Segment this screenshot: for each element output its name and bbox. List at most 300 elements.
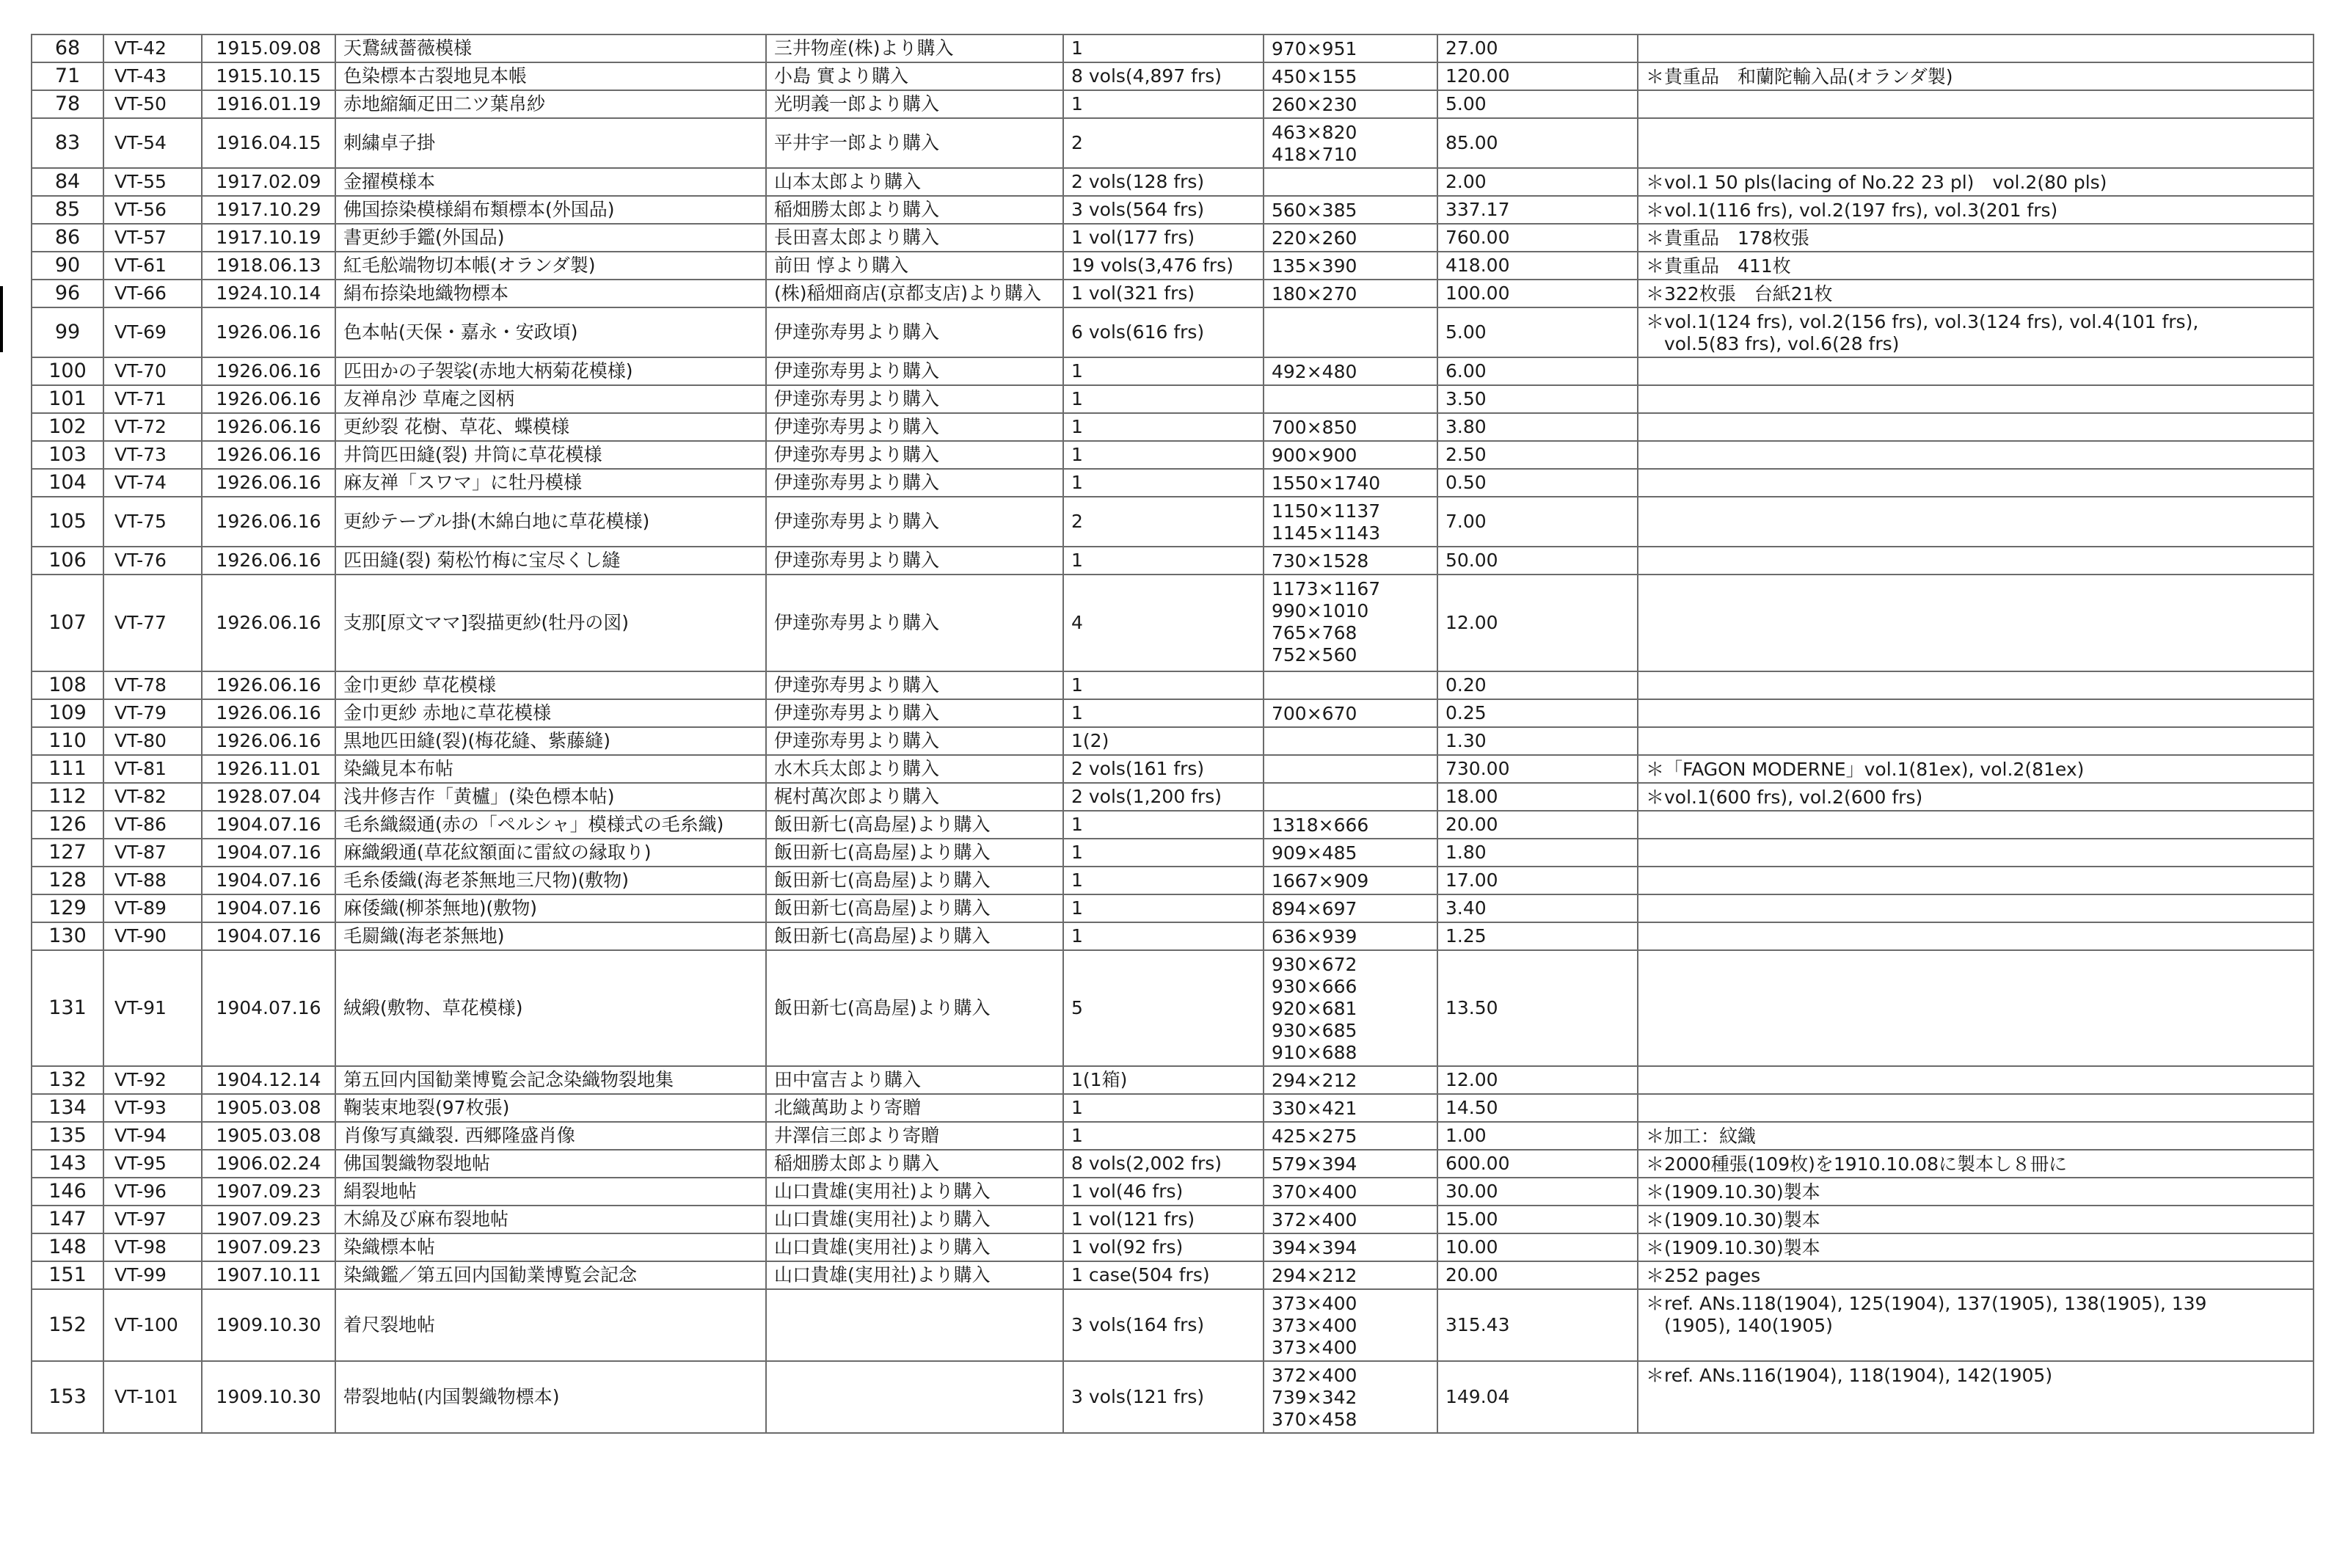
cell-id: VT-43 (103, 62, 202, 90)
cell-number: 112 (32, 783, 103, 811)
cell-source: 山口貴雄(実用社)より購入 (766, 1178, 1063, 1206)
cell-title: 金擢模様本 (335, 168, 766, 196)
cell-note (1638, 950, 2314, 1066)
cell-volumes: 1 case(504 frs) (1063, 1261, 1264, 1289)
cell-source: 水木兵太郎より購入 (766, 755, 1063, 783)
cell-number: 148 (32, 1233, 103, 1261)
cell-volumes: 8 vols(2,002 frs) (1063, 1150, 1264, 1178)
cell-id: VT-61 (103, 252, 202, 280)
cell-id: VT-73 (103, 441, 202, 469)
cell-note (1638, 867, 2314, 894)
cell-title: 赤地縮緬疋田二ツ葉帛紗 (335, 90, 766, 118)
cell-id: VT-96 (103, 1178, 202, 1206)
cell-number: 151 (32, 1261, 103, 1289)
cell-title: 木綿及び麻布裂地帖 (335, 1206, 766, 1233)
cell-source (766, 1361, 1063, 1433)
size-line: 730×1528 (1272, 550, 1369, 572)
cell-number: 83 (32, 118, 103, 168)
cell-volumes: 1 vol(321 frs) (1063, 280, 1264, 307)
cell-note: ＊vol.1(124 frs), vol.2(156 frs), vol.3(124 frs), vol.4(101 frs), vol.5(83 frs), vol.6(28 frs) (1638, 307, 2314, 357)
cell-id: VT-80 (103, 727, 202, 755)
cell-size (1264, 168, 1437, 196)
cell-number: 109 (32, 699, 103, 727)
size-line: 373×400 (1272, 1293, 1357, 1314)
cell-size (1264, 1178, 1437, 1206)
table-row (32, 894, 2314, 922)
size-line: 990×1010 (1272, 600, 1369, 621)
cell-number: 68 (32, 34, 103, 62)
cell-date: 1917.02.09 (202, 168, 335, 196)
cell-title: 帯裂地帖(内国製織物標本) (335, 1361, 766, 1433)
size-line: 930×672 (1272, 954, 1357, 975)
size-line: 752×560 (1272, 644, 1357, 666)
cell-id: VT-75 (103, 497, 202, 547)
size-line: 394×394 (1272, 1237, 1357, 1258)
cell-title: 絹布捺染地織物標本 (335, 280, 766, 307)
cell-number: 143 (32, 1150, 103, 1178)
table-row (32, 168, 2314, 196)
cell-price: 14.50 (1437, 1094, 1638, 1122)
cell-volumes: 1 (1063, 839, 1264, 867)
size-line: 1667×909 (1272, 870, 1369, 891)
cell-price: 1.00 (1437, 1122, 1638, 1150)
table-row (32, 699, 2314, 727)
cell-price: 5.00 (1437, 90, 1638, 118)
cell-note (1638, 497, 2314, 547)
table-row (32, 811, 2314, 839)
size-line: 930×685 (1272, 1020, 1357, 1041)
cell-title: 井筒匹田縫(裂) 井筒に草花模様 (335, 441, 766, 469)
cell-source: 山口貴雄(実用社)より購入 (766, 1206, 1063, 1233)
cell-price: 7.00 (1437, 497, 1638, 547)
cell-date: 1904.07.16 (202, 950, 335, 1066)
cell-size (1264, 252, 1437, 280)
cell-title: 染織見本布帖 (335, 755, 766, 783)
cell-title: 麻織緞通(草花紋額面に雷紋の縁取り) (335, 839, 766, 867)
cell-number: 78 (32, 90, 103, 118)
cell-number: 126 (32, 811, 103, 839)
table-row (32, 783, 2314, 811)
size-line: 370×400 (1272, 1181, 1357, 1203)
table-row (32, 307, 2314, 357)
cell-source: 光明義一郎より購入 (766, 90, 1063, 118)
cell-source: 伊達弥寿男より購入 (766, 469, 1063, 497)
cell-id: VT-88 (103, 867, 202, 894)
cell-note (1638, 90, 2314, 118)
cell-size (1264, 441, 1437, 469)
cell-volumes: 1 (1063, 867, 1264, 894)
cell-note (1638, 385, 2314, 413)
size-line: 700×670 (1272, 703, 1357, 724)
cell-volumes: 1 (1063, 385, 1264, 413)
cell-volumes: 4 (1063, 575, 1264, 671)
size-line: 894×697 (1272, 898, 1357, 919)
size-line: 330×421 (1272, 1098, 1357, 1119)
cell-source: 長田喜太郎より購入 (766, 224, 1063, 252)
cell-volumes: 8 vols(4,897 frs) (1063, 62, 1264, 90)
size-line: 463×820 (1272, 122, 1357, 143)
cell-date: 1907.10.11 (202, 1261, 335, 1289)
cell-price: 85.00 (1437, 118, 1638, 168)
cell-size (1264, 727, 1437, 755)
size-line: 765×768 (1272, 622, 1357, 643)
cell-volumes: 1 (1063, 1122, 1264, 1150)
table-row (32, 755, 2314, 783)
cell-id: VT-92 (103, 1066, 202, 1094)
cell-date: 1904.07.16 (202, 839, 335, 867)
cell-volumes: 3 vols(564 frs) (1063, 196, 1264, 224)
cell-date: 1917.10.19 (202, 224, 335, 252)
cell-id: VT-91 (103, 950, 202, 1066)
cell-title: 支那[原文ママ]裂描更紗(牡丹の図) (335, 575, 766, 671)
cell-title: 着尺裂地帖 (335, 1289, 766, 1361)
cell-number: 106 (32, 547, 103, 575)
cell-date: 1915.10.15 (202, 62, 335, 90)
catalog-table (31, 34, 2314, 1434)
cell-title: 毛糸織綴通(赤の「ペルシャ」模様式の毛糸織) (335, 811, 766, 839)
cell-source: 前田 惇より購入 (766, 252, 1063, 280)
table-row (32, 413, 2314, 441)
table-row (32, 575, 2314, 671)
cell-size (1264, 894, 1437, 922)
cell-price: 315.43 (1437, 1289, 1638, 1361)
size-line: 900×900 (1272, 445, 1357, 466)
table-row (32, 224, 2314, 252)
size-line: 372×400 (1272, 1365, 1357, 1386)
cell-price: 1.30 (1437, 727, 1638, 755)
cell-size (1264, 1361, 1437, 1433)
cell-source: 伊達弥寿男より購入 (766, 575, 1063, 671)
cell-price: 18.00 (1437, 783, 1638, 811)
cell-price: 0.20 (1437, 671, 1638, 699)
cell-price: 0.50 (1437, 469, 1638, 497)
cell-price: 2.50 (1437, 441, 1638, 469)
cell-id: VT-89 (103, 894, 202, 922)
table-row (32, 280, 2314, 307)
cell-volumes: 1 (1063, 34, 1264, 62)
cell-price: 730.00 (1437, 755, 1638, 783)
cell-price: 760.00 (1437, 224, 1638, 252)
cell-date: 1926.06.16 (202, 385, 335, 413)
cell-note (1638, 575, 2314, 671)
cell-volumes: 1(1箱) (1063, 1066, 1264, 1094)
cell-size (1264, 118, 1437, 168)
size-line: 560×385 (1272, 200, 1357, 221)
cell-size (1264, 280, 1437, 307)
cell-price: 17.00 (1437, 867, 1638, 894)
cell-source (766, 1289, 1063, 1361)
cell-id: VT-50 (103, 90, 202, 118)
cell-id: VT-86 (103, 811, 202, 839)
cell-date: 1904.12.14 (202, 1066, 335, 1094)
size-line: 1150×1137 (1272, 500, 1381, 522)
cell-number: 127 (32, 839, 103, 867)
table-row (32, 950, 2314, 1066)
size-line: 1173×1167 (1272, 578, 1381, 599)
cell-title: 麻友禅「スワマ」に牡丹模様 (335, 469, 766, 497)
cell-note (1638, 699, 2314, 727)
table-row (32, 1122, 2314, 1150)
cell-size (1264, 839, 1437, 867)
cell-source: 伊達弥寿男より購入 (766, 671, 1063, 699)
cell-number: 96 (32, 280, 103, 307)
cell-price: 120.00 (1437, 62, 1638, 90)
cell-size (1264, 1206, 1437, 1233)
cell-id: VT-82 (103, 783, 202, 811)
cell-price: 3.80 (1437, 413, 1638, 441)
cell-title: 紅毛舩端物切本帳(オランダ製) (335, 252, 766, 280)
table-row (32, 1178, 2314, 1206)
cell-size (1264, 469, 1437, 497)
cell-note (1638, 727, 2314, 755)
cell-number: 86 (32, 224, 103, 252)
cell-title: 第五回内国勧業博覧会記念染織物裂地集 (335, 1066, 766, 1094)
cell-title: 鞠装束地裂(97枚張) (335, 1094, 766, 1122)
cell-date: 1904.07.16 (202, 922, 335, 950)
cell-size (1264, 950, 1437, 1066)
cell-note: ＊ref. ANs.116(1904), 118(1904), 142(1905) (1638, 1361, 2314, 1433)
cell-note: ＊(1909.10.30)製本 (1638, 1178, 2314, 1206)
cell-number: 84 (32, 168, 103, 196)
table-row (32, 867, 2314, 894)
size-line: 700×850 (1272, 417, 1357, 438)
cell-title: 浅井修吉作「黄櫨」(染色標本帖) (335, 783, 766, 811)
cell-date: 1909.10.30 (202, 1289, 335, 1361)
size-line: 294×212 (1272, 1070, 1357, 1091)
cell-volumes: 1(2) (1063, 727, 1264, 755)
cell-note: ＊貴重品 和蘭陀輸入品(オランダ製) (1638, 62, 2314, 90)
cell-volumes: 1 vol(177 frs) (1063, 224, 1264, 252)
cell-id: VT-42 (103, 34, 202, 62)
cell-source: 山本太郎より購入 (766, 168, 1063, 196)
cell-number: 102 (32, 413, 103, 441)
table-row (32, 90, 2314, 118)
cell-price: 1.80 (1437, 839, 1638, 867)
cell-number: 103 (32, 441, 103, 469)
cell-date: 1926.06.16 (202, 357, 335, 385)
cell-date: 1926.06.16 (202, 727, 335, 755)
table-row (32, 671, 2314, 699)
cell-size (1264, 1122, 1437, 1150)
cell-source: 稲畑勝太郎より購入 (766, 1150, 1063, 1178)
cell-volumes: 1 (1063, 547, 1264, 575)
cell-number: 129 (32, 894, 103, 922)
size-line: 450×155 (1272, 66, 1357, 87)
cell-volumes: 1 (1063, 90, 1264, 118)
cell-size (1264, 497, 1437, 547)
cell-date: 1917.10.29 (202, 196, 335, 224)
cell-volumes: 1 (1063, 1094, 1264, 1122)
cell-note (1638, 469, 2314, 497)
table-row (32, 1233, 2314, 1261)
cell-id: VT-78 (103, 671, 202, 699)
cell-title: 佛国捺染模様絹布類標本(外国品) (335, 196, 766, 224)
size-line: 294×212 (1272, 1265, 1357, 1286)
cell-source: 飯田新七(高島屋)より購入 (766, 894, 1063, 922)
cell-source: 伊達弥寿男より購入 (766, 547, 1063, 575)
cell-id: VT-74 (103, 469, 202, 497)
table-row (32, 196, 2314, 224)
cell-date: 1916.01.19 (202, 90, 335, 118)
cell-note: ＊vol.1 50 pls(lacing of No.22 23 pl) vol.2(80 pls) (1638, 168, 2314, 196)
cell-price: 20.00 (1437, 811, 1638, 839)
table-row (32, 727, 2314, 755)
cell-source: 飯田新七(高島屋)より購入 (766, 867, 1063, 894)
cell-date: 1906.02.24 (202, 1150, 335, 1178)
cell-size (1264, 1150, 1437, 1178)
cell-price: 6.00 (1437, 357, 1638, 385)
table-row (32, 62, 2314, 90)
cell-price: 15.00 (1437, 1206, 1638, 1233)
cell-title: 色染標本古裂地見本帳 (335, 62, 766, 90)
cell-id: VT-55 (103, 168, 202, 196)
cell-title: 匹田縫(裂) 菊松竹梅に宝尽くし縫 (335, 547, 766, 575)
cell-number: 108 (32, 671, 103, 699)
cell-date: 1926.06.16 (202, 413, 335, 441)
cell-volumes: 1 vol(121 frs) (1063, 1206, 1264, 1233)
cell-title: 金巾更紗 草花模様 (335, 671, 766, 699)
cell-size (1264, 196, 1437, 224)
cell-id: VT-76 (103, 547, 202, 575)
cell-price: 2.00 (1437, 168, 1638, 196)
cell-number: 85 (32, 196, 103, 224)
cell-source: 飯田新七(高島屋)より購入 (766, 811, 1063, 839)
cell-title: 書更紗手鑑(外国品) (335, 224, 766, 252)
cell-size (1264, 699, 1437, 727)
cell-source: 北織萬助より寄贈 (766, 1094, 1063, 1122)
cell-date: 1918.06.13 (202, 252, 335, 280)
cell-size (1264, 783, 1437, 811)
cell-volumes: 3 vols(164 frs) (1063, 1289, 1264, 1361)
cell-note: ＊252 pages (1638, 1261, 2314, 1289)
cell-price: 10.00 (1437, 1233, 1638, 1261)
cell-note: ＊322枚張 台紙21枚 (1638, 280, 2314, 307)
size-line: 373×400 (1272, 1337, 1357, 1358)
cell-price: 100.00 (1437, 280, 1638, 307)
cell-note: ＊2000種張(109枚)を1910.10.08に製本し８冊に (1638, 1150, 2314, 1178)
cell-size (1264, 922, 1437, 950)
cell-note: ＊vol.1(116 frs), vol.2(197 frs), vol.3(201 frs) (1638, 196, 2314, 224)
cell-size (1264, 224, 1437, 252)
cell-volumes: 1 vol(46 frs) (1063, 1178, 1264, 1206)
cell-id: VT-99 (103, 1261, 202, 1289)
margin-mark (0, 286, 3, 352)
cell-number: 134 (32, 1094, 103, 1122)
cell-id: VT-57 (103, 224, 202, 252)
cell-volumes: 1 (1063, 922, 1264, 950)
size-line: 425×275 (1272, 1126, 1357, 1147)
table-row (32, 497, 2314, 547)
cell-number: 131 (32, 950, 103, 1066)
cell-date: 1924.10.14 (202, 280, 335, 307)
cell-title: 佛国製織物裂地帖 (335, 1150, 766, 1178)
cell-price: 3.50 (1437, 385, 1638, 413)
table-row (32, 547, 2314, 575)
cell-source: 伊達弥寿男より購入 (766, 307, 1063, 357)
cell-price: 1.25 (1437, 922, 1638, 950)
cell-title: 黒地匹田縫(裂)(梅花縫、紫藤縫) (335, 727, 766, 755)
cell-id: VT-54 (103, 118, 202, 168)
cell-number: 107 (32, 575, 103, 671)
table-row (32, 469, 2314, 497)
cell-volumes: 19 vols(3,476 frs) (1063, 252, 1264, 280)
cell-date: 1926.06.16 (202, 497, 335, 547)
cell-source: 田中富吉より購入 (766, 1066, 1063, 1094)
cell-date: 1916.04.15 (202, 118, 335, 168)
size-line: 373×400 (1272, 1315, 1357, 1336)
cell-volumes: 1 vol(92 frs) (1063, 1233, 1264, 1261)
cell-id: VT-101 (103, 1361, 202, 1433)
cell-volumes: 3 vols(121 frs) (1063, 1361, 1264, 1433)
size-line: 910×688 (1272, 1042, 1357, 1063)
cell-source: 伊達弥寿男より購入 (766, 497, 1063, 547)
cell-note (1638, 441, 2314, 469)
cell-source: 伊達弥寿男より購入 (766, 441, 1063, 469)
cell-title: 色本帖(天保・嘉永・安政頃) (335, 307, 766, 357)
cell-volumes: 2 vols(161 frs) (1063, 755, 1264, 783)
cell-volumes: 2 vols(1,200 frs) (1063, 783, 1264, 811)
cell-size (1264, 357, 1437, 385)
cell-volumes: 1 (1063, 413, 1264, 441)
cell-number: 152 (32, 1289, 103, 1361)
cell-source: 稲畑勝太郎より購入 (766, 196, 1063, 224)
cell-size (1264, 413, 1437, 441)
cell-date: 1926.06.16 (202, 671, 335, 699)
size-line: 220×260 (1272, 227, 1357, 249)
cell-note (1638, 839, 2314, 867)
cell-size (1264, 90, 1437, 118)
cell-volumes: 2 (1063, 118, 1264, 168)
cell-note: ＊「FAGON MODERNE」vol.1(81ex), vol.2(81ex) (1638, 755, 2314, 783)
cell-id: VT-66 (103, 280, 202, 307)
size-line: 260×230 (1272, 94, 1357, 115)
cell-id: VT-87 (103, 839, 202, 867)
size-line: 135×390 (1272, 255, 1357, 277)
cell-date: 1904.07.16 (202, 811, 335, 839)
cell-size (1264, 811, 1437, 839)
cell-id: VT-97 (103, 1206, 202, 1233)
cell-volumes: 2 vols(128 frs) (1063, 168, 1264, 196)
cell-note (1638, 671, 2314, 699)
size-line: 1318×666 (1272, 814, 1369, 836)
cell-date: 1905.03.08 (202, 1122, 335, 1150)
cell-note (1638, 811, 2314, 839)
table-row (32, 357, 2314, 385)
cell-number: 100 (32, 357, 103, 385)
cell-size (1264, 1094, 1437, 1122)
cell-date: 1926.06.16 (202, 547, 335, 575)
cell-volumes: 1 (1063, 894, 1264, 922)
cell-date: 1926.06.16 (202, 575, 335, 671)
cell-id: VT-77 (103, 575, 202, 671)
cell-size (1264, 62, 1437, 90)
cell-date: 1909.10.30 (202, 1361, 335, 1433)
cell-number: 132 (32, 1066, 103, 1094)
table-row (32, 252, 2314, 280)
table-row (32, 34, 2314, 62)
cell-source: 三井物産(株)より購入 (766, 34, 1063, 62)
cell-date: 1915.09.08 (202, 34, 335, 62)
cell-title: 麻倭織(柳茶無地)(敷物) (335, 894, 766, 922)
table-row (32, 1150, 2314, 1178)
cell-volumes: 1 (1063, 671, 1264, 699)
cell-title: 友禅帛沙 草庵之図柄 (335, 385, 766, 413)
cell-price: 30.00 (1437, 1178, 1638, 1206)
cell-date: 1907.09.23 (202, 1178, 335, 1206)
size-line: 372×400 (1272, 1209, 1357, 1230)
table-row (32, 118, 2314, 168)
size-line: 492×480 (1272, 361, 1357, 382)
